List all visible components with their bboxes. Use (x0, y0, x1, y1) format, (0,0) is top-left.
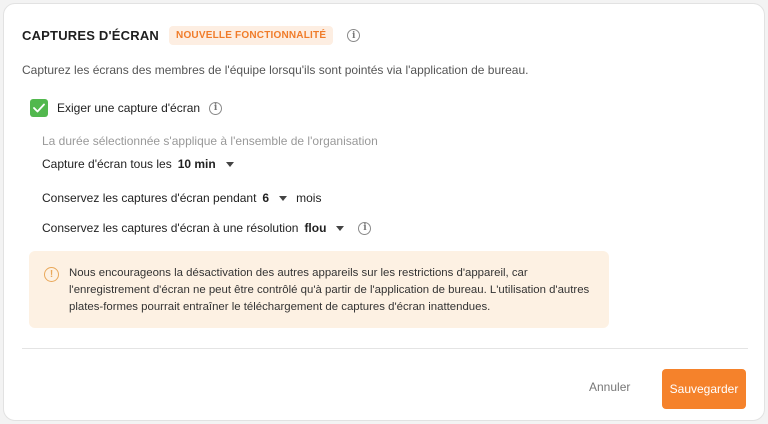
info-icon[interactable]: i (209, 102, 222, 115)
section-title: CAPTURES D'ÉCRAN (22, 28, 160, 43)
organization-note: La durée sélectionnée s'applique à l'ensemble de l'organisation (42, 134, 378, 148)
cancel-button[interactable]: Annuler (589, 380, 631, 394)
require-screenshot-checkbox[interactable] (30, 99, 48, 117)
resolution-row (42, 221, 371, 235)
screenshot-settings-card (3, 3, 765, 421)
require-screenshot-row (30, 99, 222, 117)
resolution-select[interactable]: flou (304, 221, 327, 235)
chevron-down-icon[interactable] (226, 162, 234, 167)
warning-text: Nous encourageons la désactivation des autres appareils sur les restrictions d'appareil, car l'enregistrement d'écran ne peut être contrôlé qu'à partir de l'application de bureau. L'utilisation d'autres plates-formes pourrait entraîner le téléchargement de captures d'écran inattendues. (69, 267, 590, 313)
retention-unit: mois (296, 191, 322, 205)
require-screenshot-label: Exiger une capture d'écran (57, 101, 201, 115)
footer-divider (22, 348, 748, 349)
retention-select[interactable]: 6 (262, 191, 270, 205)
save-button[interactable]: Sauvegarder (662, 369, 746, 409)
warning-alert (29, 251, 609, 328)
section-description: Capturez les écrans des membres de l'équipe lorsqu'ils sont pointés via l'application de bureau. (22, 63, 529, 77)
retention-label: Conservez les captures d'écran pendant (42, 191, 257, 205)
resolution-label: Conservez les captures d'écran à une résolution (42, 221, 299, 235)
checkmark-icon (33, 103, 45, 113)
chevron-down-icon[interactable] (336, 226, 344, 231)
new-feature-badge: NOUVELLE FONCTIONNALITÉ (169, 26, 333, 45)
frequency-row (42, 157, 234, 171)
section-header (22, 26, 360, 45)
warning-icon: ! (44, 267, 59, 282)
info-icon[interactable]: i (358, 222, 371, 235)
info-icon[interactable]: i (347, 29, 360, 42)
retention-row (42, 191, 321, 205)
chevron-down-icon[interactable] (279, 196, 287, 201)
frequency-select[interactable]: 10 min (177, 157, 216, 171)
frequency-label: Capture d'écran tous les (42, 157, 172, 171)
